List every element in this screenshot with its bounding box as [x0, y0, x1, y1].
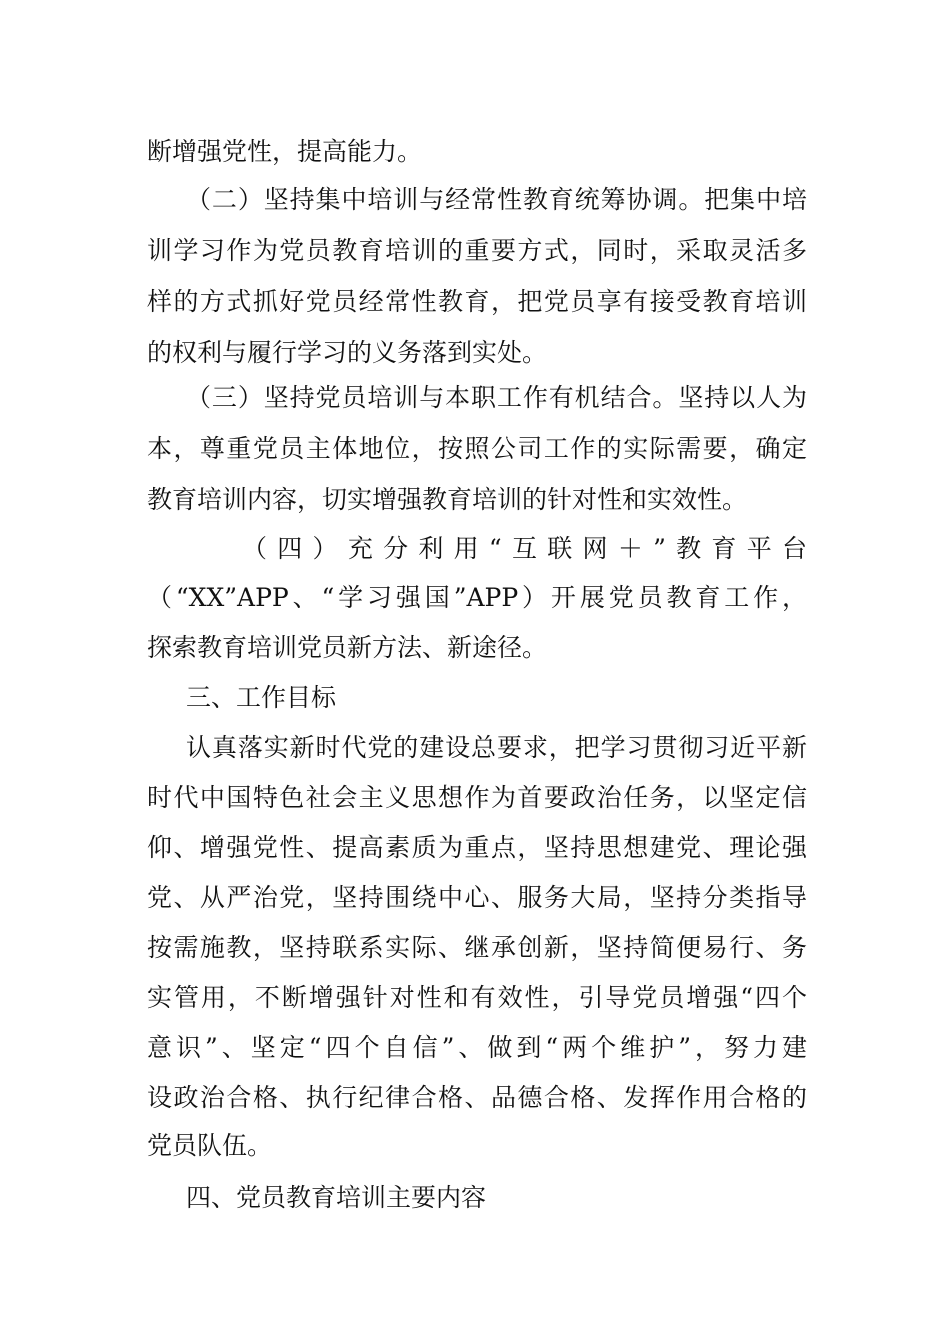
- paragraph-line: （四）充分利用“互联网＋”教育平台: [242, 534, 807, 563]
- paragraph-line: （三）坚持党员培训与本职工作有机结合。坚持以人为: [186, 383, 807, 412]
- paragraph-line: 教育培训内容，切实增强教育培训的针对性和实效性。: [147, 485, 748, 514]
- paragraph-line: 样的方式抓好党员经常性教育，把党员享有接受教育培训: [147, 287, 807, 316]
- paragraph-line: 按需施教，坚持联系实际、继承创新，坚持简便易行、务: [147, 933, 807, 962]
- paragraph-line: 本，尊重党员主体地位，按照公司工作的实际需要，确定: [147, 434, 807, 463]
- paragraph-line: 认真落实新时代党的建设总要求，把学习贯彻习近平新: [186, 733, 807, 762]
- paragraph-line: 时代中国特色社会主义思想作为首要政治任务，以坚定信: [147, 783, 807, 812]
- paragraph-line: 仰、增强党性、提高素质为重点，坚持思想建党、理论强: [147, 833, 807, 862]
- paragraph-line: 训学习作为党员教育培训的重要方式，同时，采取灵活多: [147, 236, 807, 265]
- paragraph-line: 党员队伍。: [147, 1131, 273, 1160]
- paragraph-line: 党、从严治党，坚持围绕中心、服务大局，坚持分类指导: [147, 883, 807, 912]
- paragraph-line: 探索教育培训党员新方法、新途径。: [147, 633, 548, 662]
- paragraph-line: 的权利与履行学习的义务落到实处。: [147, 338, 548, 367]
- section-heading: 四、党员教育培训主要内容: [186, 1183, 487, 1212]
- paragraph-line: 实管用，不断增强针对性和有效性，引导党员增强“四个: [147, 983, 807, 1012]
- paragraph-line: 意识”、坚定“四个自信”、做到“两个维护”，努力建: [147, 1033, 807, 1062]
- section-heading: 三、工作目标: [186, 683, 337, 712]
- paragraph-line: （二）坚持集中培训与经常性教育统筹协调。把集中培: [186, 185, 807, 214]
- paragraph-line: 断增强党性，提高能力。: [147, 137, 423, 166]
- paragraph-line: 设政治合格、执行纪律合格、品德合格、发挥作用合格的: [147, 1083, 807, 1112]
- paragraph-line: （“XX”APP、“学习强国”APP）开展党员教育工作，: [147, 583, 807, 612]
